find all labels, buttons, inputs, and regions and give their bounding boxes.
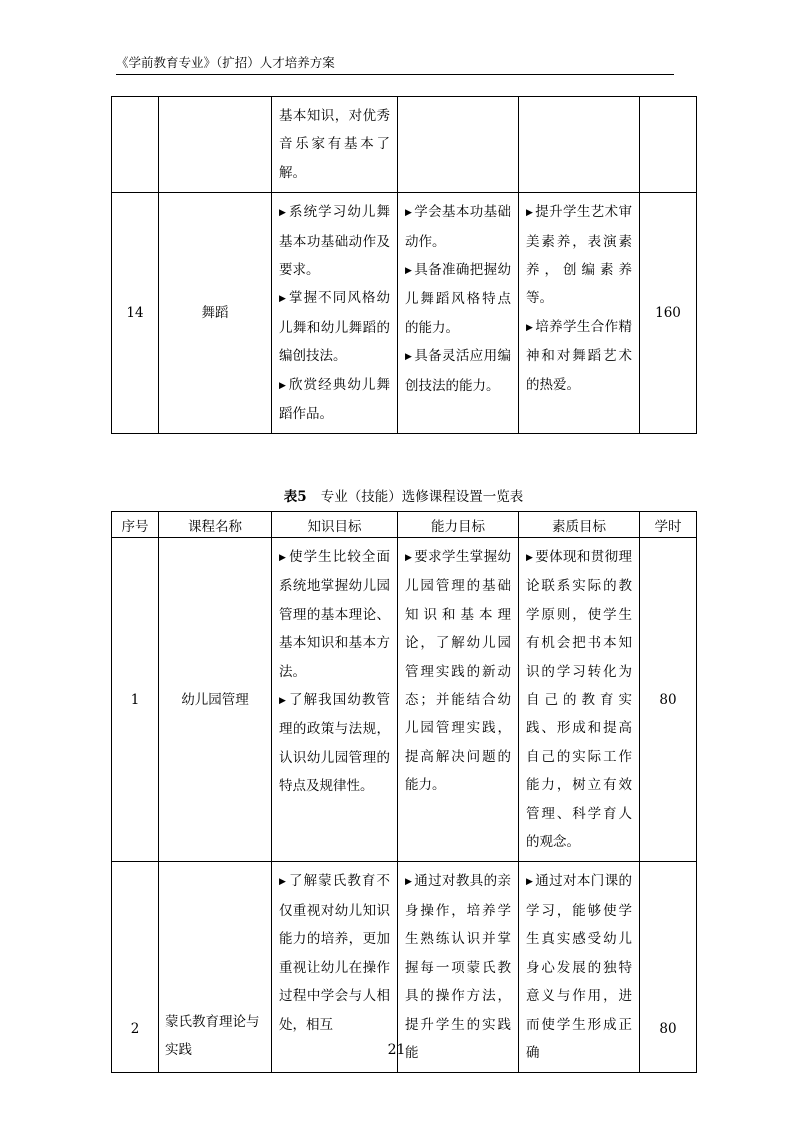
hours [640, 97, 697, 193]
table-caption-text: 专业（技能）选修课程设置一览表 [320, 489, 524, 505]
goal-item [279, 371, 390, 429]
quality-goals [519, 97, 640, 193]
triangle-right-icon: ▶ [526, 208, 534, 219]
hours: 160 [640, 193, 697, 434]
goal-text: 掌握不同风格幼儿舞和幼儿舞蹈的编创技法。 [279, 290, 391, 365]
triangle-right-icon: ▶ [279, 696, 288, 707]
col-header-quality: 素质目标 [519, 512, 640, 538]
triangle-right-icon: ▶ [405, 352, 413, 363]
col-header-hours: 学时 [640, 512, 697, 538]
table-row [112, 538, 697, 862]
goal-text: 基本知识，对优秀音乐家有基本了解。 [279, 108, 390, 181]
row-number [112, 97, 159, 193]
triangle-right-icon: ▶ [526, 877, 534, 888]
course-name: 蒙氏教育理论与实践 [159, 862, 272, 1073]
row-number: 1 [112, 538, 159, 862]
table-top-continued [111, 96, 697, 434]
triangle-right-icon: ▶ [279, 208, 288, 219]
goal-item [405, 867, 511, 1067]
goal-text: 使学生比较全面系统地掌握幼儿园管理的基本理论、基本知识和基本方法。 [279, 549, 391, 680]
goal-text: 通过对教具的亲身操作，培养学生熟练认识并掌握每一项蒙氏教具的操作方法，提升学生的实践能 [405, 873, 512, 1061]
col-header-number: 序号 [112, 512, 159, 538]
row-number: 14 [112, 193, 159, 434]
goal-item [526, 198, 632, 313]
table-caption [111, 488, 696, 506]
goal-text: 通过对本门课的学习，能够使学生真实感受幼儿身心发展的独特意义与作用，进而使学生形成正确 [526, 873, 633, 1061]
goal-text: 具备灵活应用编创技法的能力。 [405, 348, 512, 394]
table-row [112, 97, 697, 193]
table-caption-label: 表5 [283, 489, 307, 505]
ability-goals [398, 193, 519, 434]
triangle-right-icon: ▶ [405, 208, 413, 219]
col-header-course-name: 课程名称 [159, 512, 272, 538]
knowledge-goals [272, 193, 398, 434]
goal-item [279, 284, 390, 370]
header-title: 《学前教育专业》（扩招）人才培养方案 [116, 55, 335, 70]
col-header-knowledge: 知识目标 [272, 512, 398, 538]
goal-text: 要求学生掌握幼儿园管理的基础知识和基本理论，了解幼儿园管理实践的新动态；并能结合幼儿园管理实践，提高解决问题的能力。 [405, 549, 512, 794]
goal-item [405, 342, 511, 400]
quality-goals [519, 538, 640, 862]
hours: 80 [640, 538, 697, 862]
goal-item [279, 102, 390, 187]
goal-item [279, 543, 390, 686]
goal-item [279, 686, 390, 801]
quality-goals [519, 193, 640, 434]
table-header-row [112, 512, 697, 538]
goal-text: 学会基本功基础动作。 [405, 204, 512, 250]
goal-text: 欣赏经典幼儿舞蹈作品。 [279, 376, 391, 423]
goal-item [405, 256, 511, 342]
goal-item [526, 543, 632, 856]
goal-item [279, 198, 390, 284]
goal-item [279, 867, 390, 1038]
goal-text: 培养学生合作精神和对舞蹈艺术的热爱。 [526, 318, 633, 393]
row-number: 2 [112, 862, 159, 1073]
goal-text: 具备准确把握幼儿舞蹈风格特点的能力。 [405, 262, 512, 336]
ability-goals [398, 97, 519, 193]
page-number: 21 [387, 1042, 406, 1058]
table-5-elective-courses [111, 511, 697, 1073]
triangle-right-icon: ▶ [405, 553, 413, 563]
knowledge-goals [272, 97, 398, 193]
triangle-right-icon: ▶ [526, 322, 534, 333]
goal-item [526, 313, 632, 399]
triangle-right-icon: ▶ [279, 294, 288, 305]
knowledge-goals [272, 538, 398, 862]
col-header-ability: 能力目标 [398, 512, 519, 538]
triangle-right-icon: ▶ [279, 877, 288, 888]
page-header [116, 55, 674, 75]
triangle-right-icon: ▶ [405, 877, 413, 888]
goal-item [405, 543, 511, 800]
hours: 80 [640, 862, 697, 1073]
triangle-right-icon: ▶ [526, 553, 534, 563]
goal-text: 了解我国幼教管理的政策与法规，认识幼儿园管理的特点及规律性。 [279, 692, 391, 795]
goal-text: 提升学生艺术审美素养，表演素养，创编素养等。 [526, 204, 633, 307]
goal-item [526, 867, 632, 1067]
triangle-right-icon: ▶ [405, 266, 413, 277]
goal-item [405, 198, 511, 256]
triangle-right-icon: ▶ [279, 380, 288, 391]
goal-text: 要体现和贯彻理论联系实际的教学原则，使学生有机会把书本知识的学习转化为自己的教育实践、形成和提高自己的实际工作能力，树立有效管理、科学育人的观念。 [526, 549, 633, 851]
course-name: 舞蹈 [159, 193, 272, 434]
goal-text: 了解蒙氏教育不仅重视对幼儿知识能力的培养，更加重视让幼儿在操作过程中学会与人相处，相互 [279, 873, 391, 1033]
goal-text: 系统学习幼儿舞基本功基础动作及要求。 [279, 204, 391, 279]
table-row [112, 193, 697, 434]
triangle-right-icon: ▶ [279, 553, 288, 563]
course-name: 幼儿园管理 [159, 538, 272, 862]
course-name [159, 97, 272, 193]
ability-goals [398, 538, 519, 862]
